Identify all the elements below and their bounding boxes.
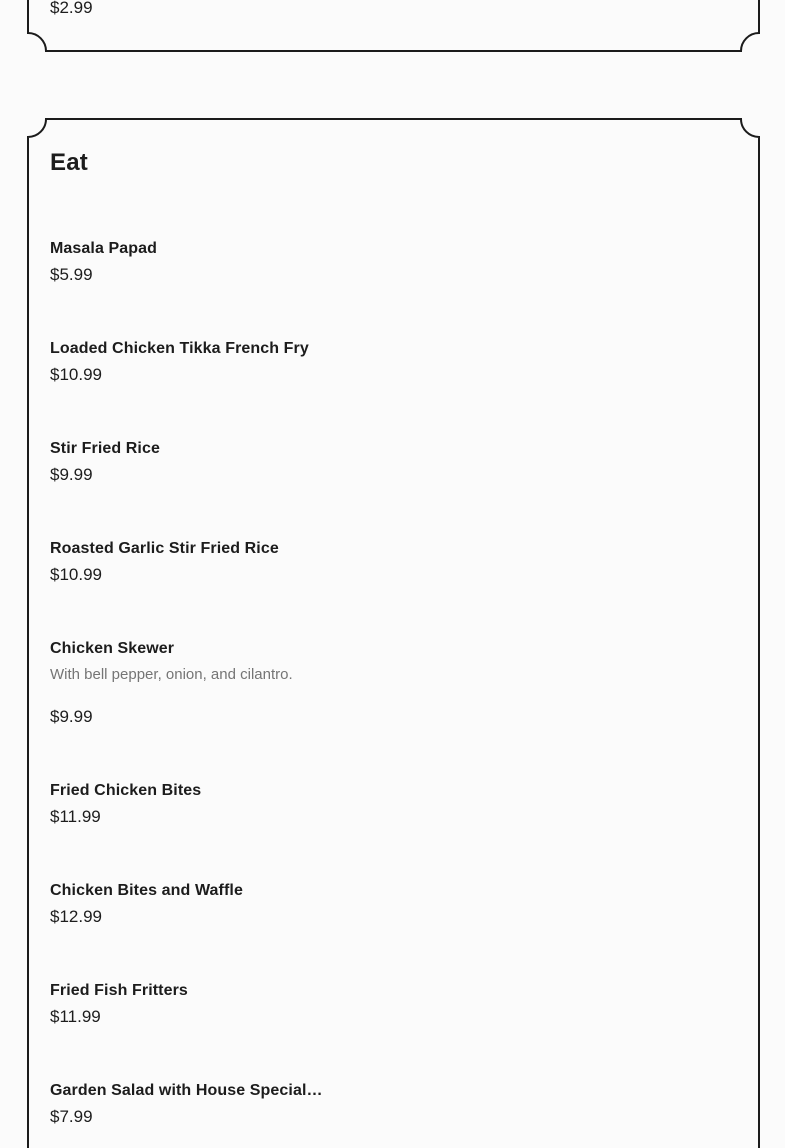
item-price: $9.99 [50,465,93,484]
menu-item [50,536,737,588]
item-name: Loaded Chicken Tikka French Fry [50,340,309,357]
item-name: Fried Chicken Bites [50,782,202,799]
menu-items-list [50,236,737,1130]
card-border [27,0,760,52]
menu-item [50,1078,737,1130]
eat-card-content [27,118,760,1148]
item-name: Chicken Bites and Waffle [50,882,243,899]
eat-menu-card [27,118,760,1148]
item-price: $5.99 [50,265,93,284]
menu-item [50,436,737,488]
item-name: Fried Fish Fritters [50,982,188,999]
item-name: Garden Salad with House Special… [50,1082,323,1099]
item-description: With bell pepper, onion, and cilantro. [50,666,293,683]
item-name: Roasted Garlic Stir Fried Rice [50,540,279,557]
item-price: $10.99 [50,565,102,584]
item-price: $12.99 [50,907,102,926]
item-name: Masala Papad [50,240,158,257]
menu-item [50,978,737,1030]
item-price: $2.99 [50,0,93,17]
item-name: Stir Fried Rice [50,440,160,457]
item-price: $7.99 [50,1107,93,1126]
menu-item [50,236,737,288]
menu-item [50,778,737,830]
section-title: Eat [50,149,88,176]
previous-menu-card [27,0,760,52]
item-price: $10.99 [50,365,102,384]
item-name: Chicken Skewer [50,640,175,657]
menu-item [50,636,737,730]
item-price: $11.99 [50,807,101,826]
scooped-corner-frame [28,0,759,51]
item-price: $11.99 [50,1007,101,1026]
menu-item [50,878,737,930]
item-price: $9.99 [50,707,93,726]
menu-item [50,336,737,388]
